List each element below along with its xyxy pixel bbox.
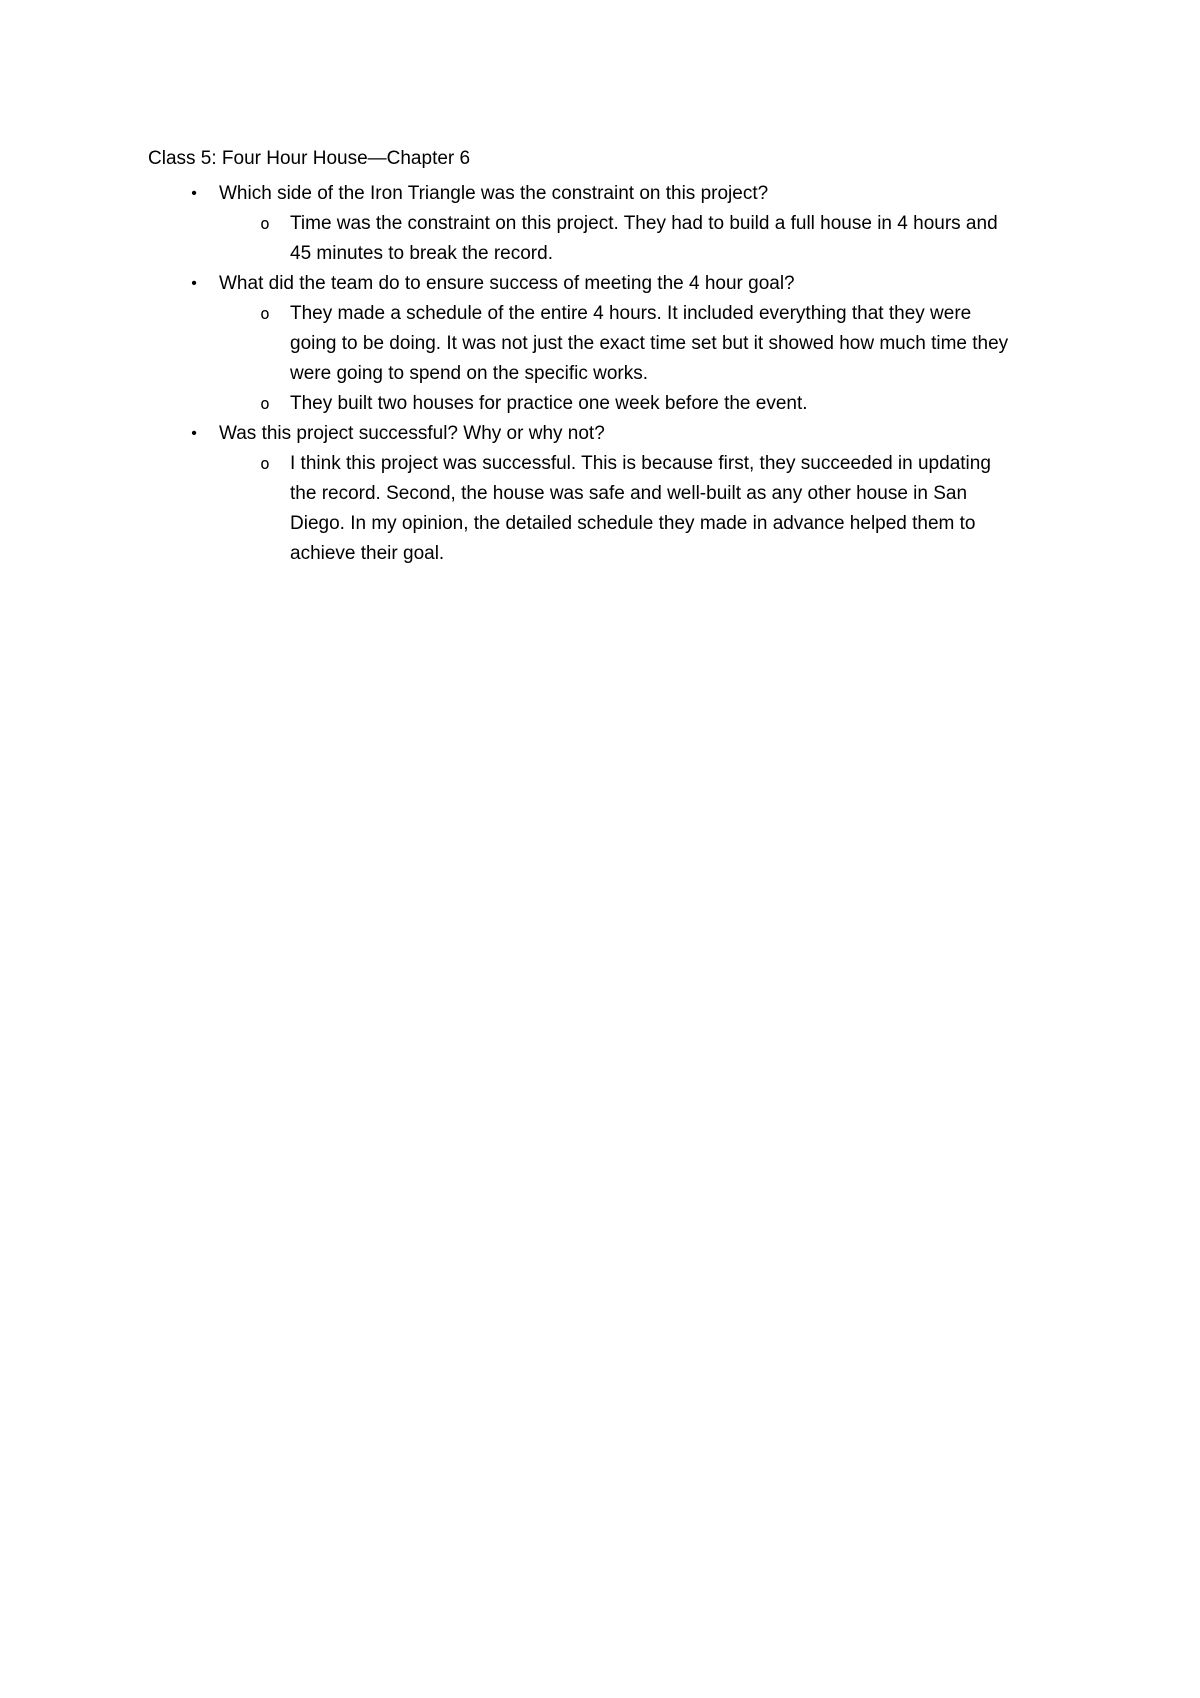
document-body bbox=[148, 144, 1068, 569]
sub-bullet-icon: o bbox=[260, 304, 270, 323]
answer-item bbox=[219, 299, 1010, 389]
document-title: Class 5: Four Hour House—Chapter 6 bbox=[148, 148, 471, 169]
answer-text: Time was the constraint on this project. They had to build a full house in 4 hours and 45 minutes to break the record. bbox=[290, 213, 998, 264]
answer-item bbox=[219, 209, 1010, 269]
question-list bbox=[148, 179, 1068, 569]
sub-bullet-icon: o bbox=[260, 214, 270, 233]
answer-list bbox=[219, 209, 1068, 269]
question-item bbox=[148, 179, 1068, 269]
bullet-icon: • bbox=[191, 425, 197, 442]
question-text: Which side of the Iron Triangle was the constraint on this project? bbox=[219, 183, 769, 204]
answer-list bbox=[219, 299, 1068, 419]
answer-item bbox=[219, 449, 1010, 569]
question-item bbox=[148, 419, 1068, 569]
question-item bbox=[148, 269, 1068, 419]
sub-bullet-icon: o bbox=[260, 454, 270, 473]
question-text: Was this project successful? Why or why not? bbox=[219, 423, 605, 444]
bullet-icon: • bbox=[191, 185, 197, 202]
answer-item bbox=[219, 389, 1010, 419]
bullet-icon: • bbox=[191, 275, 197, 292]
answer-text: They made a schedule of the entire 4 hours. It included everything that they were going to be doing. It was not just the exact time set but it showed how much time they were going to spend on the specific works. bbox=[290, 303, 1009, 384]
question-text: What did the team do to ensure success of meeting the 4 hour goal? bbox=[219, 273, 795, 294]
answer-text: I think this project was successful. This is because first, they succeeded in updating the record. Second, the house was safe and well-built as any other house in San Diego. In my opinion, the detailed schedule they made in advance helped them to achieve their goal. bbox=[290, 453, 991, 564]
answer-list bbox=[219, 449, 1068, 569]
sub-bullet-icon: o bbox=[260, 394, 270, 413]
answer-text: They built two houses for practice one week before the event. bbox=[290, 393, 808, 414]
